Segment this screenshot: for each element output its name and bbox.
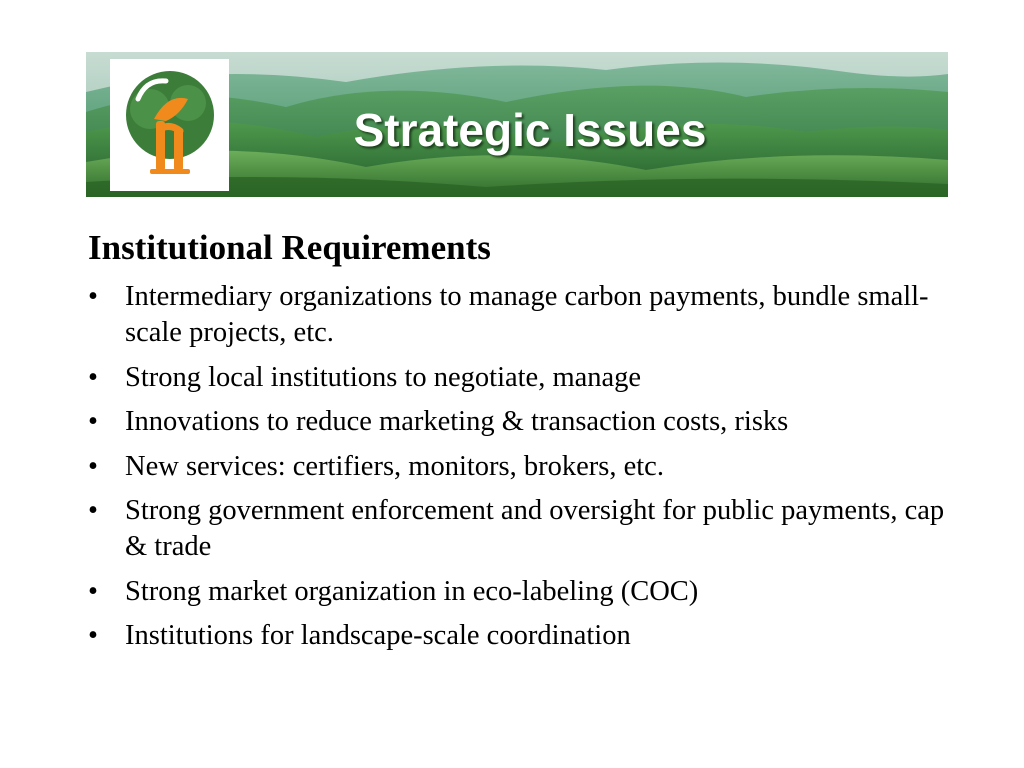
bullet-text: Innovations to reduce marketing & transaction costs, risks	[125, 406, 789, 437]
bullet-text: New services: certifiers, monitors, brokers, etc.	[125, 450, 664, 482]
bullet-icon: •	[88, 361, 98, 393]
bullet-icon: •	[88, 620, 98, 651]
bullet-text: Institutions for landscape-scale coordination	[125, 620, 631, 651]
bullet-icon: •	[88, 450, 98, 482]
list-item	[88, 360, 948, 396]
bullet-text: Strong local institutions to negotiate, manage	[125, 361, 642, 393]
list-item	[88, 574, 948, 610]
tree-logo-icon	[110, 59, 229, 191]
list-item	[88, 404, 948, 440]
bullet-list	[88, 279, 948, 663]
list-item	[88, 279, 948, 351]
bullet-icon: •	[88, 575, 98, 607]
bullet-text: Strong government enforcement and oversight for public payments, cap & trade	[125, 495, 945, 562]
list-item	[88, 449, 948, 485]
bullet-icon: •	[88, 281, 98, 312]
bullet-text: Strong market organization in eco-labeling (COC)	[125, 575, 699, 607]
bullet-icon: •	[88, 406, 98, 437]
list-item	[88, 618, 948, 654]
list-item	[88, 493, 948, 565]
bullet-icon: •	[88, 495, 98, 526]
section-heading: Institutional Requirements	[88, 228, 491, 267]
bullet-text: Intermediary organizations to manage carbon payments, bundle small-scale projects, etc.	[125, 281, 929, 348]
slide-title: Strategic Issues	[353, 104, 707, 156]
